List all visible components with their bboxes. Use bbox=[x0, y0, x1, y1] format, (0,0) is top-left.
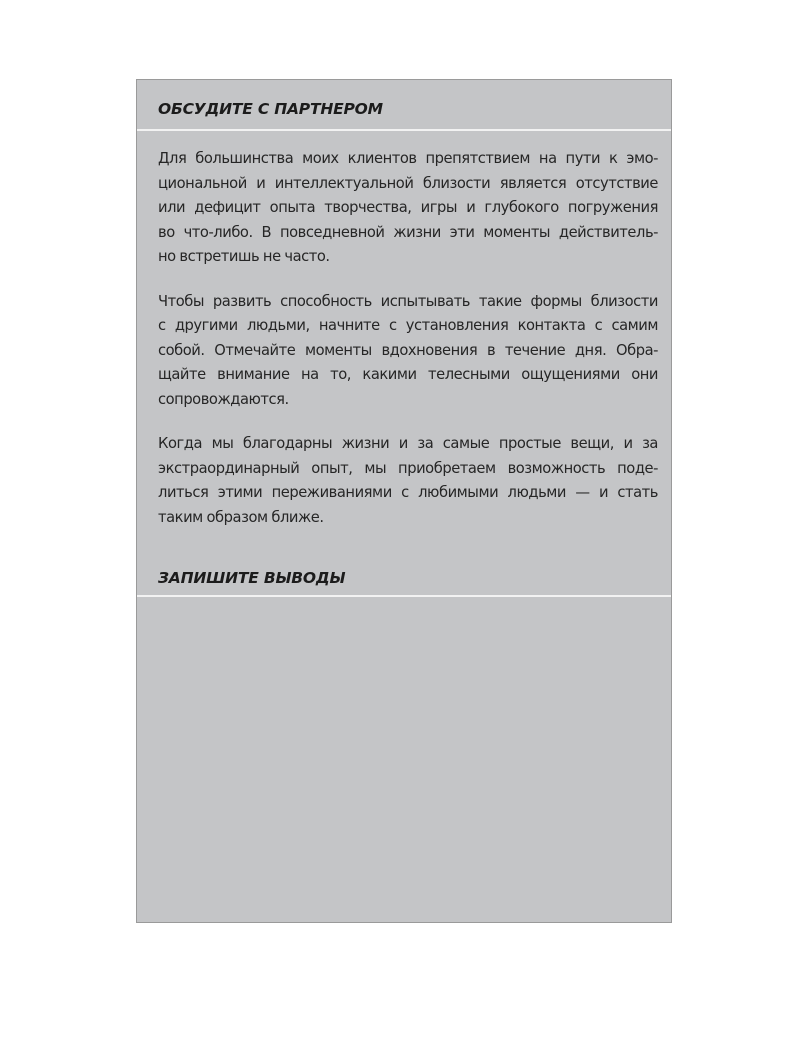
text-line: или дефицит опыта творчества, игры и глубокого погружения bbox=[158, 199, 658, 216]
exercise-panel bbox=[136, 79, 672, 923]
text-line: во что-либо. В повседневной жизни эти моменты действитель- bbox=[158, 223, 658, 241]
discuss-heading: ОБСУДИТЕ С ПАРТНЕРОМ bbox=[158, 100, 383, 118]
discuss-body bbox=[158, 147, 658, 550]
text-line: таким образом ближе. bbox=[158, 508, 324, 526]
text-line: литься этими переживаниями с любимыми людьми — и стать bbox=[158, 484, 658, 501]
paragraph bbox=[158, 147, 658, 270]
text-line: экстраординарный опыт, мы приобретаем возможность поде- bbox=[158, 459, 658, 477]
text-line: Для большинства моих клиентов препятствием на пути к эмо- bbox=[158, 150, 658, 167]
text-line: Когда мы благодарны жизни и за самые простые вещи, и за bbox=[158, 435, 658, 452]
paragraph bbox=[158, 290, 658, 413]
text-line: собой. Отмечайте моменты вдохновения в течение дня. Обра- bbox=[158, 341, 658, 359]
paragraph bbox=[158, 432, 658, 530]
notes-heading: ЗАПИШИТЕ ВЫВОДЫ bbox=[158, 569, 346, 587]
text-line: Чтобы развить способность испытывать такие формы близости bbox=[158, 292, 658, 310]
text-line: сопровождаются. bbox=[158, 390, 289, 408]
text-line: с другими людьми, начните с установления контакта с самим bbox=[158, 317, 658, 334]
notes-writing-area bbox=[137, 597, 671, 922]
text-line: циональной и интеллектуальной близости является отсутствие bbox=[158, 174, 658, 192]
text-line: но встретишь не часто. bbox=[158, 248, 330, 265]
text-line: щайте внимание на то, какими телесными ощущениями они bbox=[158, 366, 658, 383]
